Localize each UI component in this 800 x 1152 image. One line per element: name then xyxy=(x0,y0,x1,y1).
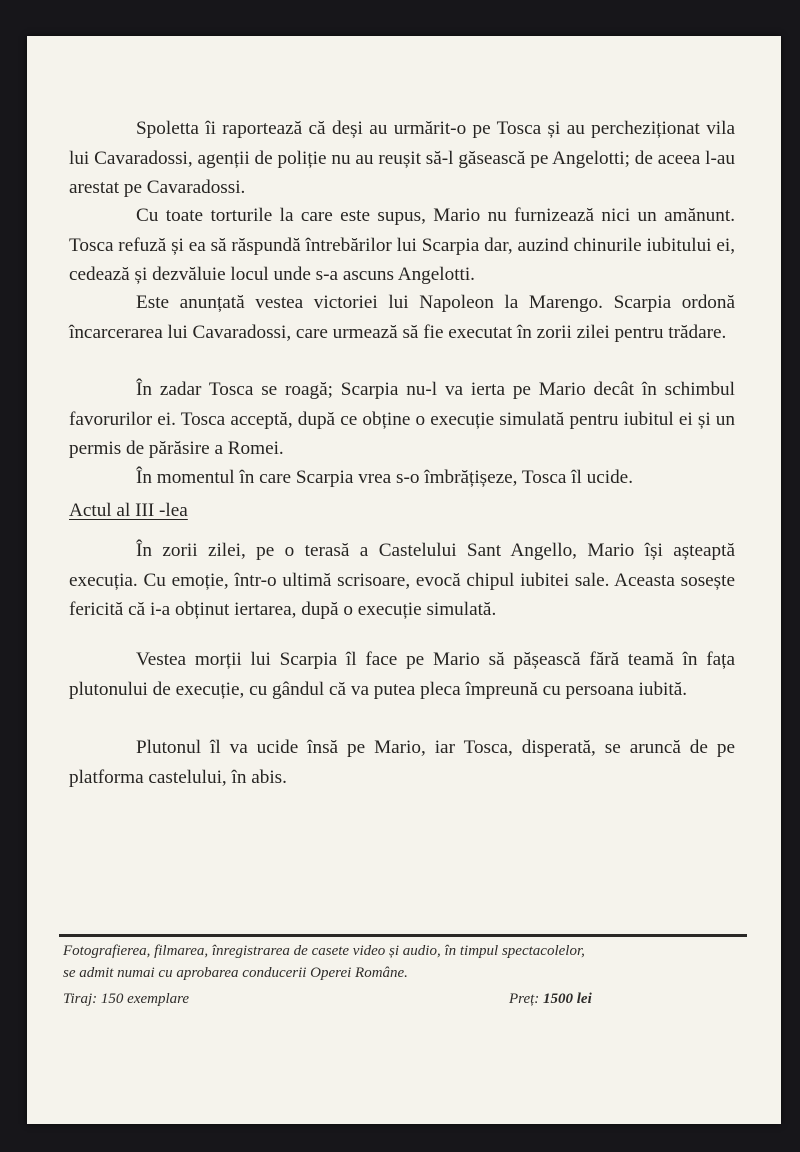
paragraph-tosca-kills: În momentul în care Scarpia vrea s-o îmbrățișeze, Tosca îl ucide. xyxy=(136,467,633,488)
paragraph-act3-dawn: În zorii zilei, pe o terasă a Castelului Sant Angello, Mario își așteaptă execuția. Cu emoție, într-o ultimă scrisoare, evocă chipul iubitei sale. Aceasta sosește fericită că i-a obținut iertarea, după o execuție simulată. xyxy=(69,540,735,620)
act3-heading: Actul al III -lea xyxy=(69,500,188,521)
paragraph-act3-scarpia-death: Vestea morții lui Scarpia îl face pe Mario să pășească fără teamă în fața plutonului de execuție, cu gândul că va putea pleca împreună cu persoana iubită. xyxy=(69,649,735,700)
footer-notice-line-1: Fotografierea, filmarea, înregistrarea de casete video și audio, în timpul spectacolelor, xyxy=(63,943,585,959)
program-page xyxy=(27,36,781,1124)
price-value: 1500 lei xyxy=(543,991,592,1007)
paragraph-torture: Cu toate torturile la care este supus, Mario nu furnizează nici un amănunt. Tosca refuză și ea să răspundă întrebărilor lui Scarpia dar, auzind chinurile iubitului ei, cedează și dezvăluie locul unde s-a ascuns Angelotti. xyxy=(69,205,735,285)
paragraph-act3-ending: Plutonul îl va ucide însă pe Mario, iar Tosca, disperată, se aruncă de pe platforma castelului, în abis. xyxy=(69,737,735,788)
paragraph-marengo: Este anunțată vestea victoriei lui Napoleon la Marengo. Scarpia ordonă încarcerarea lui Cavaradossi, care urmează să fie executat în zorii zilei pentru trădare. xyxy=(69,292,735,343)
print-run: Tiraj: 150 exemplare xyxy=(63,991,190,1007)
paragraph-tosca-bargain: În zadar Tosca se roagă; Scarpia nu-l va ierta pe Mario decât în schimbul favorurilor ei. Tosca acceptă, după ce obține o execuție simulată pentru iubitul ei și un permis de părăsire a Romei. xyxy=(69,379,735,459)
footer-divider xyxy=(59,934,747,937)
paragraph-spoletta-report: Spoletta îi raportează că deși au urmărit-o pe Tosca și au percheziționat vila lui Cavaradossi, agenții de poliție nu au reușit să-l găsească pe Angelotti; de aceea l-au arestat pe Cavaradossi. xyxy=(69,118,735,198)
price xyxy=(509,991,592,1008)
footer-notice-line-2: se admit numai cu aprobarea conducerii Operei Române. xyxy=(63,965,408,981)
price-label: Preț: xyxy=(509,991,540,1007)
